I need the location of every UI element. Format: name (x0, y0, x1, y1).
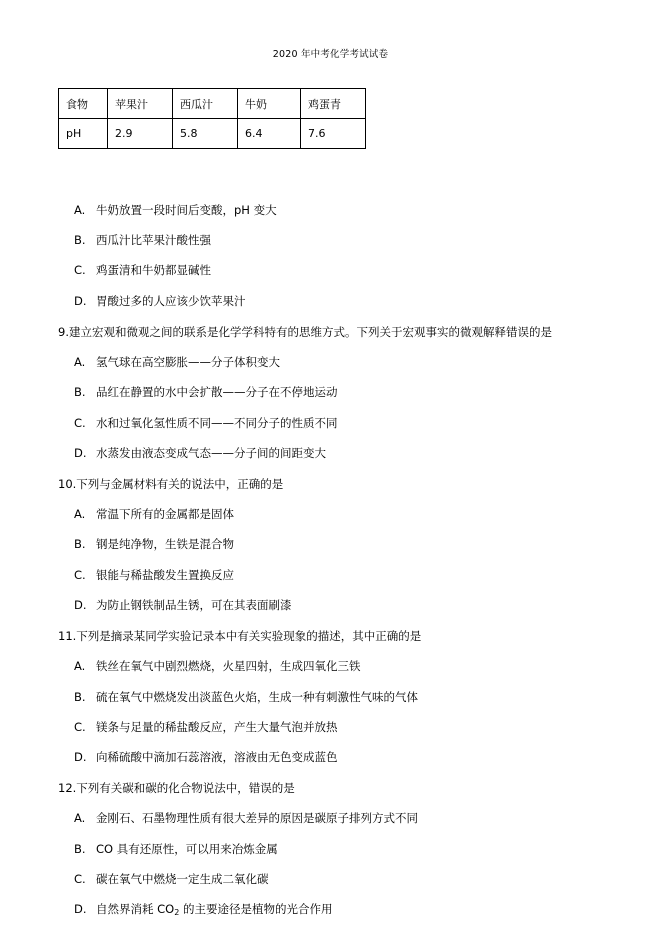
option-text: 为防止钢铁制品生锈，可在其表面刷漆 (96, 597, 292, 612)
option-label: A. (74, 811, 86, 826)
table-cell: 苹果汁 (108, 89, 173, 119)
option-label: B. (74, 385, 86, 400)
table-cell: 牛奶 (238, 89, 301, 119)
option-row (58, 417, 603, 430)
table-row (59, 119, 366, 149)
option-label: A. (74, 203, 86, 217)
option-row (58, 812, 603, 825)
question-stem: 12.下列有关碳和碳的化合物说法中，错误的是 (58, 781, 295, 796)
table-cell: 7.6 (301, 119, 366, 149)
option-text: 水和过氧化氢性质不同——不同分子的性质不同 (96, 415, 338, 430)
option-text: 牛奶放置一段时间后变酸，pH 变大 (96, 203, 277, 217)
option-row (58, 447, 603, 460)
option-text: 品红在静置的水中会扩散——分子在不停地运动 (96, 385, 338, 400)
option-text: 银能与稀盐酸发生置换反应 (96, 567, 234, 582)
option-text: 常温下所有的金属都是固体 (96, 507, 234, 522)
option-label: B. (74, 537, 86, 552)
page-header: 2020 年中考化学考试试卷 (272, 49, 389, 60)
option-text: 水蒸发由液态变成气态——分子间的间距变大 (96, 445, 326, 460)
option-label: B. (74, 689, 86, 704)
option-text: 金刚石、石墨物理性质有很大差异的原因是碳原子排列方式不同 (96, 811, 418, 826)
option-text: 鸡蛋清和牛奶都显碱性 (96, 263, 211, 278)
option-text: 碳在氧气中燃烧一定生成二氧化碳 (96, 871, 269, 886)
option-text: 向稀硫酸中滴加石蕊溶液，溶液由无色变成蓝色 (96, 749, 338, 764)
option-label: D. (74, 293, 87, 308)
option-row (58, 295, 603, 308)
option-row (58, 234, 603, 247)
option-row (58, 386, 603, 399)
option-label: C. (74, 871, 86, 886)
option-row (58, 721, 603, 734)
option-label: A. (74, 355, 86, 370)
table-cell: 鸡蛋青 (301, 89, 366, 119)
option-text: 钢是纯净物，生铁是混合物 (96, 537, 234, 552)
option-text: 自然界消耗 $CO_2$ 的主要途径是植物的光合作用 (96, 902, 333, 918)
option-text: 硫在氧气中燃烧发出淡蓝色火焰，生成一种有刺激性气味的气体 (96, 689, 418, 704)
ph-data-table (58, 88, 366, 149)
option-label: C. (74, 567, 86, 582)
option-row (58, 538, 603, 551)
option-label: A. (74, 659, 86, 674)
table-cell: 2.9 (108, 119, 173, 149)
option-label: D. (74, 902, 87, 917)
option-label: C. (74, 719, 86, 734)
table-cell: 西瓜汁 (173, 89, 238, 119)
option-text: 镁条与足量的稀盐酸反应，产生大量气泡并放热 (96, 719, 338, 734)
option-label: A. (74, 507, 86, 522)
option-row (58, 903, 603, 916)
option-text: 胃酸过多的人应该少饮苹果汁 (96, 293, 246, 308)
option-row (58, 356, 603, 369)
option-row (58, 204, 603, 217)
option-row (58, 599, 603, 612)
option-label: B. (74, 233, 86, 248)
table-cell: 6.4 (238, 119, 301, 149)
option-label: D. (74, 597, 87, 612)
option-label: C. (74, 415, 86, 430)
table-row (59, 89, 366, 119)
option-row (58, 508, 603, 521)
question-stem: 10.下列与金属材料有关的说法中，正确的是 (58, 476, 284, 491)
option-label: D. (74, 445, 87, 460)
table-cell: pH (59, 119, 108, 149)
option-text: 西瓜汁比苹果汁酸性强 (96, 233, 211, 248)
option-row (58, 660, 603, 673)
question-stem: 9.建立宏观和微观之间的联系是化学学科特有的思维方式。下列关于宏观事实的微观解释错误的是 (58, 324, 552, 339)
option-label: C. (74, 263, 86, 278)
option-row (58, 751, 603, 764)
option-label: D. (74, 749, 87, 764)
question-stem: 11.下列是摘录某同学实验记录本中有关实验现象的描述，其中正确的是 (58, 629, 422, 644)
option-row (58, 873, 603, 886)
option-text: CO 具有还原性，可以用来冶炼金属 (96, 841, 278, 856)
table-cell: 食物 (59, 89, 108, 119)
option-text: 铁丝在氧气中剧烈燃烧，火星四射，生成四氧化三铁 (96, 659, 361, 674)
table-cell: 5.8 (173, 119, 238, 149)
option-row (58, 691, 603, 704)
option-row (58, 843, 603, 856)
option-row (58, 264, 603, 277)
option-text: 氢气球在高空膨胀——分子体积变大 (96, 355, 280, 370)
option-row (58, 569, 603, 582)
option-label: B. (74, 841, 86, 856)
